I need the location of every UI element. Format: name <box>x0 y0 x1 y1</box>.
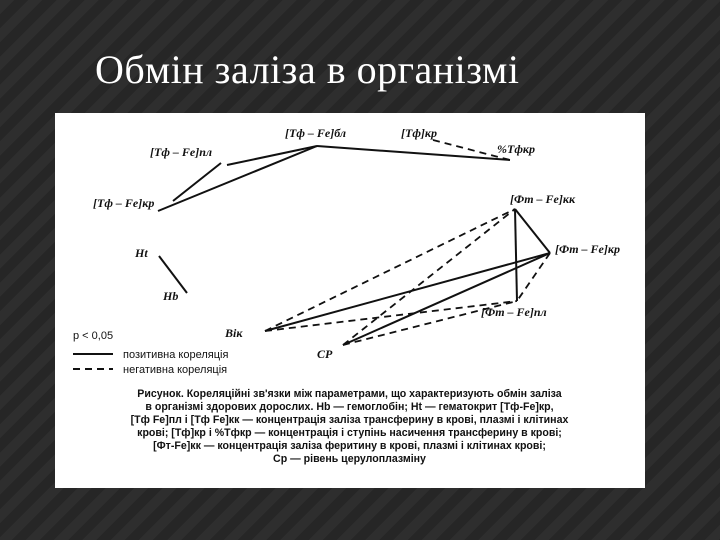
node-tf-kr: [Тф]кр <box>401 126 437 140</box>
node-ht: Ht <box>135 246 148 260</box>
caption-line: в організмі здорових дорослих. Hb — гемоглобін; Ht — гематокрит [Тф-Fe]кр, <box>145 401 554 413</box>
edge-vik-fmkr <box>265 253 550 331</box>
caption-line: Рисунок. Кореляційні зв'язки між параметрами, що характеризують обмін заліза <box>137 388 562 400</box>
legend-positive-label: позитивна кореляція <box>123 349 229 361</box>
node-fm-fe-kk: [Фт – Fe]кк <box>510 192 576 206</box>
node-fm-fe-kr: [Фт – Fe]кр <box>555 242 620 256</box>
node-vik: Вік <box>225 326 243 340</box>
legend-negative-label: негативна кореляція <box>123 364 228 376</box>
edge-cp-fmkr <box>343 253 550 345</box>
edge-tfbl-tfpl <box>227 146 317 165</box>
node-pct-tf-kr: %Тфкр <box>497 142 535 156</box>
node-hb: Hb <box>163 289 179 303</box>
slide-title: Обмін заліза в організмі <box>95 47 520 92</box>
edge-cp-fmkk <box>343 209 515 345</box>
legend-significance: p < 0,05 <box>73 330 114 342</box>
node-tf-fe-bl: [Тф – Fe]бл <box>285 126 347 140</box>
figure-caption <box>62 388 637 466</box>
node-fm-fe-pl: [Фт – Fe]пл <box>481 305 547 319</box>
caption-line: [Фт-Fe]кк — концентрація заліза феритину в крові, плазмі і клітинах крові; <box>153 440 546 452</box>
node-cp: СР <box>317 347 333 361</box>
caption-line: [Тф Fe]пл і [Тф Fe]кк — концентрація заліза трансферину в крові, плазмі і клітинах <box>130 414 569 426</box>
edge-vik-fmpl <box>265 301 517 331</box>
edge-vik-fmkk <box>265 209 515 331</box>
node-tf-fe-kr: [Тф – Fe]кр <box>93 196 155 210</box>
edge-fmkk-fmpl <box>515 209 517 301</box>
edge-fmkk-fmkr <box>515 209 550 253</box>
node-tf-fe-pl: [Тф – Fe]пл <box>150 145 213 159</box>
edge-ht-hb <box>159 256 187 293</box>
caption-line: крові; [Тф]кр і %Тфкр — концентрація і ступінь насичення трансферину в крові; <box>137 427 562 439</box>
caption-line: Ср — рівень церулоплазміну <box>273 453 426 465</box>
